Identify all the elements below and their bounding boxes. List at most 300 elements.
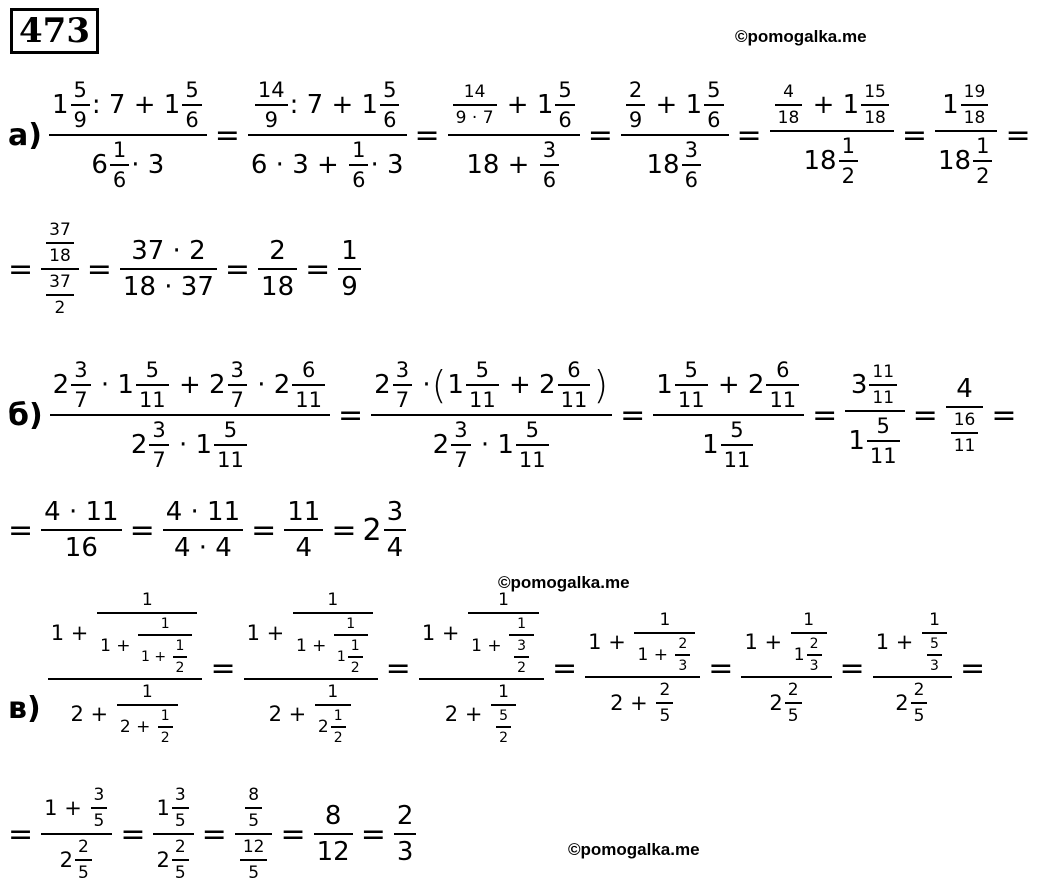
denominator: 6 (707, 108, 721, 132)
math-token: 1 (195, 430, 213, 460)
fraction (419, 590, 544, 746)
denominator: 6 (112, 168, 127, 192)
numerator: 12 (242, 837, 265, 857)
math-token: 1 (848, 426, 865, 456)
denominator: 9 · 7 (455, 108, 494, 128)
numerator (41, 785, 112, 833)
denominator: 5 (248, 811, 260, 831)
numerator: 5 (558, 78, 572, 102)
denominator: 18 (777, 108, 800, 128)
fraction (451, 418, 470, 472)
math-token: 1 (140, 649, 150, 665)
denominator: 2 (333, 730, 343, 746)
numerator: 5 (73, 78, 87, 102)
equals-sign: = (839, 650, 865, 686)
math-token: · (257, 370, 266, 400)
denominator (491, 706, 516, 746)
numerator (48, 590, 203, 678)
numerator: 1 (141, 590, 153, 610)
numerator: 4 · 11 (165, 497, 241, 527)
parenthesis: ( (431, 363, 447, 407)
math-token: 18 (466, 150, 500, 180)
fraction (675, 358, 708, 412)
math-token: + (317, 150, 339, 180)
numerator: 15 (864, 82, 886, 102)
numerator: 1 (517, 616, 526, 632)
fraction (394, 801, 417, 867)
fraction (704, 78, 723, 132)
denominator: 2 (175, 660, 185, 676)
denominator (607, 678, 678, 726)
equals-sign: = (201, 816, 227, 852)
math-token: + (70, 621, 89, 645)
numerator: 8 (324, 801, 342, 831)
numerator (250, 78, 405, 134)
denominator: 12 (316, 837, 350, 867)
denominator: 3 (930, 658, 939, 674)
denominator: 7 (230, 388, 244, 412)
part-b-line1 (8, 358, 1023, 472)
numerator: 2 (913, 680, 925, 700)
fraction (384, 497, 407, 563)
denominator: 5 (93, 811, 105, 831)
math-token: 1 (685, 90, 703, 120)
numerator: 3 (684, 138, 698, 162)
fraction (807, 636, 822, 674)
numerator: 2 (659, 680, 671, 700)
denominator: 11 (518, 448, 546, 472)
numerator: 3 (74, 358, 88, 382)
fraction (258, 236, 297, 302)
math-token: 2 (362, 512, 382, 548)
fraction (961, 82, 989, 128)
parenthesis: ) (593, 363, 609, 407)
fraction (466, 358, 499, 412)
numerator: 4 (783, 82, 794, 102)
numerator: 5 (185, 78, 199, 102)
fraction (371, 358, 612, 472)
denominator: 18 (49, 246, 71, 266)
numerator: 1 (141, 682, 153, 702)
numerator: 1 (498, 590, 509, 610)
math-token: 2 (747, 370, 765, 400)
equals-sign: = (251, 512, 277, 548)
math-token: 1 (744, 630, 758, 654)
math-token: 2 (119, 717, 131, 737)
denominator (88, 136, 167, 192)
denominator (801, 132, 863, 188)
denominator: 7 (454, 448, 468, 472)
equals-sign: = (708, 650, 734, 686)
denominator: 5 (248, 863, 260, 883)
math-token: + (507, 150, 530, 180)
denominator: 9 (628, 108, 643, 132)
fraction (240, 837, 268, 883)
equals-sign: = (551, 650, 578, 686)
denominator: 3 (809, 658, 819, 674)
denominator (138, 636, 192, 676)
numerator: 2 (678, 636, 688, 652)
denominator: 7 (152, 448, 166, 472)
fraction (314, 801, 353, 867)
fraction (653, 358, 804, 472)
math-token: : 7 (289, 90, 324, 120)
math-token: + (312, 636, 327, 656)
watermark-bottom: ©pomogalka.me (568, 840, 700, 859)
numerator: 2 (628, 78, 643, 102)
math-token: + (288, 702, 307, 726)
math-token: 1 (295, 636, 307, 656)
math-token: 2 (539, 370, 556, 400)
denominator: 5 (913, 706, 925, 726)
fraction (293, 590, 373, 676)
numerator: 19 (963, 82, 986, 102)
math-token: + (178, 370, 201, 400)
math-token: 1 (656, 370, 673, 400)
equals-sign: = (991, 397, 1017, 433)
numerator: 1 (327, 590, 339, 610)
fraction (348, 638, 363, 676)
fraction (172, 837, 189, 883)
fraction (496, 708, 511, 746)
fraction (97, 590, 197, 676)
math-token: 2 (52, 370, 70, 400)
fraction (785, 680, 802, 726)
denominator: 5 (174, 863, 186, 883)
denominator: 9 (264, 108, 278, 132)
fraction (71, 78, 90, 132)
numerator: 4 (956, 374, 973, 404)
fraction (315, 682, 351, 746)
numerator (41, 220, 79, 268)
denominator (41, 270, 79, 318)
fraction (516, 418, 549, 472)
denominator: 11 (869, 444, 897, 468)
equals-sign: = (8, 512, 34, 548)
math-token: + (116, 636, 131, 656)
fraction (110, 138, 129, 192)
math-token: 2 (268, 702, 282, 726)
denominator (293, 614, 373, 676)
equals-sign: = (1005, 117, 1031, 153)
numerator: 1 (327, 682, 339, 702)
numerator: 3 (454, 418, 468, 442)
numerator: 5 (499, 708, 509, 724)
denominator: 11 (769, 388, 797, 412)
math-token: + (630, 691, 648, 715)
denominator (699, 416, 758, 472)
math-token: 2 (317, 717, 329, 737)
fraction (869, 362, 897, 408)
numerator: 1 (160, 616, 170, 632)
numerator: 1 (976, 134, 990, 158)
numerator: 1 (352, 138, 366, 162)
denominator (791, 634, 827, 674)
fraction (973, 134, 992, 188)
math-token: 1 (447, 370, 464, 400)
math-token: 1 (246, 621, 260, 645)
math-token: 1 (44, 796, 58, 820)
math-token: 6 · 3 (250, 150, 309, 180)
math-token: · (179, 430, 188, 460)
denominator (334, 636, 368, 676)
fraction (41, 220, 79, 318)
fraction (71, 358, 90, 412)
numerator: 1 (346, 616, 356, 632)
fraction (741, 610, 831, 726)
math-token: + (64, 796, 82, 820)
equals-sign: = (901, 117, 927, 153)
denominator: 11 (217, 448, 244, 472)
denominator: 11 (677, 388, 705, 412)
fraction (228, 358, 247, 412)
denominator: 11 (468, 388, 496, 412)
numerator (244, 590, 378, 678)
numerator: 2 (396, 801, 414, 831)
part-v-label: в) (8, 690, 41, 726)
fraction (911, 680, 928, 726)
numerator: 1 (112, 138, 127, 162)
denominator (468, 614, 539, 676)
denominator (935, 132, 997, 188)
denominator (442, 680, 521, 746)
math-token: 2 (273, 370, 291, 400)
denominator (643, 136, 705, 192)
fraction (656, 680, 673, 726)
fraction (48, 590, 203, 746)
numerator (448, 78, 580, 134)
numerator: 5 (383, 78, 397, 102)
fraction (91, 785, 108, 831)
equals-sign: = (8, 816, 34, 852)
denominator: 6 (542, 168, 557, 192)
fraction (468, 590, 539, 676)
numerator (939, 82, 993, 130)
math-token: + (154, 649, 167, 665)
math-token: 6 (91, 150, 108, 180)
numerator: 5 (707, 78, 721, 102)
numerator: 3 (93, 785, 105, 805)
part-b-label: б) (8, 397, 43, 433)
fraction (555, 78, 574, 132)
denominator: 16 (64, 533, 98, 563)
fraction (861, 82, 889, 128)
equals-sign: = (587, 117, 613, 153)
numerator: 3 (517, 638, 526, 654)
denominator: 11 (723, 448, 751, 472)
math-token: · (480, 430, 490, 460)
denominator: 6 (684, 168, 698, 192)
denominator (128, 416, 252, 472)
math-token: 1 (637, 645, 649, 665)
numerator: 11 (872, 362, 895, 382)
math-token: 2 (59, 848, 73, 872)
math-token: 18 (646, 150, 680, 180)
denominator (153, 835, 193, 883)
denominator: 2 (350, 660, 360, 676)
fraction (721, 418, 754, 472)
math-token: + (487, 636, 502, 656)
math-token: + (464, 702, 483, 726)
math-token: 1 (497, 430, 514, 460)
numerator (49, 78, 207, 134)
denominator: 7 (395, 388, 410, 412)
math-token: 1 (163, 90, 181, 120)
fraction (136, 358, 169, 412)
numerator: 4 · 11 (44, 497, 119, 527)
math-token: 1 (702, 430, 719, 460)
denominator: 5 (78, 863, 89, 883)
fraction (951, 410, 979, 456)
equals-sign: = (120, 816, 146, 852)
part-b-line2 (8, 497, 408, 563)
math-token: 1 (117, 370, 134, 400)
equals-sign: = (414, 117, 440, 153)
numerator: 14 (463, 82, 486, 102)
numerator (653, 358, 804, 414)
fraction (338, 236, 361, 302)
fraction (120, 236, 217, 302)
numerator: 14 (257, 78, 285, 102)
fraction (117, 682, 178, 746)
denominator: 6 (383, 108, 397, 132)
math-token: 1 (588, 630, 602, 654)
fraction (867, 414, 900, 468)
numerator: 37 (49, 220, 71, 240)
denominator: 5 (174, 811, 186, 831)
fraction (214, 418, 247, 472)
denominator: 4 (295, 533, 313, 563)
numerator: 6 (301, 358, 316, 382)
numerator: 16 (953, 410, 976, 430)
denominator: 3 (678, 658, 688, 674)
part-a-line1 (8, 78, 1037, 192)
denominator (946, 408, 984, 456)
denominator: 2 (160, 730, 170, 746)
denominator: 2 (499, 730, 509, 746)
numerator: 5 (730, 418, 744, 442)
fraction (791, 610, 827, 674)
denominator (430, 416, 554, 472)
math-token: + (90, 702, 109, 726)
denominator (922, 634, 947, 674)
equals-sign: = (331, 512, 357, 548)
fraction (946, 374, 984, 456)
numerator: 1 (341, 236, 358, 266)
denominator: 6 (185, 108, 199, 132)
denominator: 4 · 4 (173, 533, 232, 563)
denominator (892, 678, 932, 726)
math-token: + (266, 621, 285, 645)
math-token: + (441, 621, 460, 645)
numerator: 37 · 2 (131, 236, 206, 266)
math-token: 1 (471, 636, 482, 656)
math-token: 1 (51, 90, 69, 120)
denominator: 5 (787, 706, 799, 726)
math-token: + (331, 90, 354, 120)
denominator: 2 (517, 660, 526, 676)
numerator: 5 (684, 358, 698, 382)
numerator: 37 (49, 272, 71, 292)
numerator: 11 (287, 497, 321, 527)
math-token: 1 (361, 90, 379, 120)
math-token: 2 (444, 702, 459, 726)
numerator: 3 (174, 785, 186, 805)
denominator: 11 (138, 388, 166, 412)
math-token: + (508, 370, 531, 400)
numerator: 1 (803, 610, 815, 630)
math-token: 1 (875, 630, 890, 654)
equals-sign: = (959, 650, 986, 686)
fraction (775, 82, 803, 128)
denominator (117, 706, 178, 746)
fraction (393, 358, 412, 412)
fraction (50, 358, 330, 472)
fraction (634, 610, 695, 674)
fraction (75, 837, 92, 883)
fraction (585, 610, 700, 726)
fraction (514, 638, 529, 676)
denominator (266, 680, 356, 746)
numerator: 1 (659, 610, 671, 630)
numerator (153, 785, 193, 833)
problem-number: 473 (10, 8, 99, 54)
math-token: 2 (156, 848, 170, 872)
math-token: 3 (850, 370, 868, 400)
numerator: 1 (333, 708, 343, 724)
math-token: · (100, 370, 110, 400)
denominator (248, 136, 407, 192)
denominator (67, 680, 182, 746)
denominator: 11 (872, 388, 895, 408)
math-token: 2 (610, 691, 624, 715)
fraction (149, 418, 168, 472)
math-token: 1 (100, 636, 111, 656)
numerator (240, 785, 267, 833)
numerator: 5 (525, 418, 539, 442)
numerator (621, 78, 729, 134)
numerator (770, 82, 894, 130)
fraction (284, 497, 323, 563)
denominator: 3 (396, 837, 414, 867)
fraction (682, 138, 701, 192)
equals-sign: = (338, 397, 364, 433)
part-a-label: а) (8, 117, 42, 153)
numerator: 1 (841, 134, 855, 158)
numerator (50, 358, 330, 414)
fraction (509, 616, 534, 676)
denominator: 18 (963, 108, 986, 128)
fraction (626, 78, 645, 132)
denominator: 6 (352, 168, 366, 192)
numerator: 3 (395, 358, 410, 382)
numerator: 1 (498, 682, 509, 702)
denominator (97, 614, 197, 676)
fraction (292, 358, 325, 412)
fraction (873, 610, 952, 726)
part-v-line2 (8, 785, 418, 883)
fraction (235, 785, 273, 883)
numerator: 8 (248, 785, 260, 805)
denominator: 2 (54, 298, 66, 318)
fraction (163, 497, 243, 563)
fraction (558, 358, 591, 412)
denominator: 2 (841, 164, 855, 188)
denominator: 7 (74, 388, 88, 412)
math-token: + (717, 370, 740, 400)
numerator: 5 (223, 418, 238, 442)
equals-sign: = (129, 512, 155, 548)
